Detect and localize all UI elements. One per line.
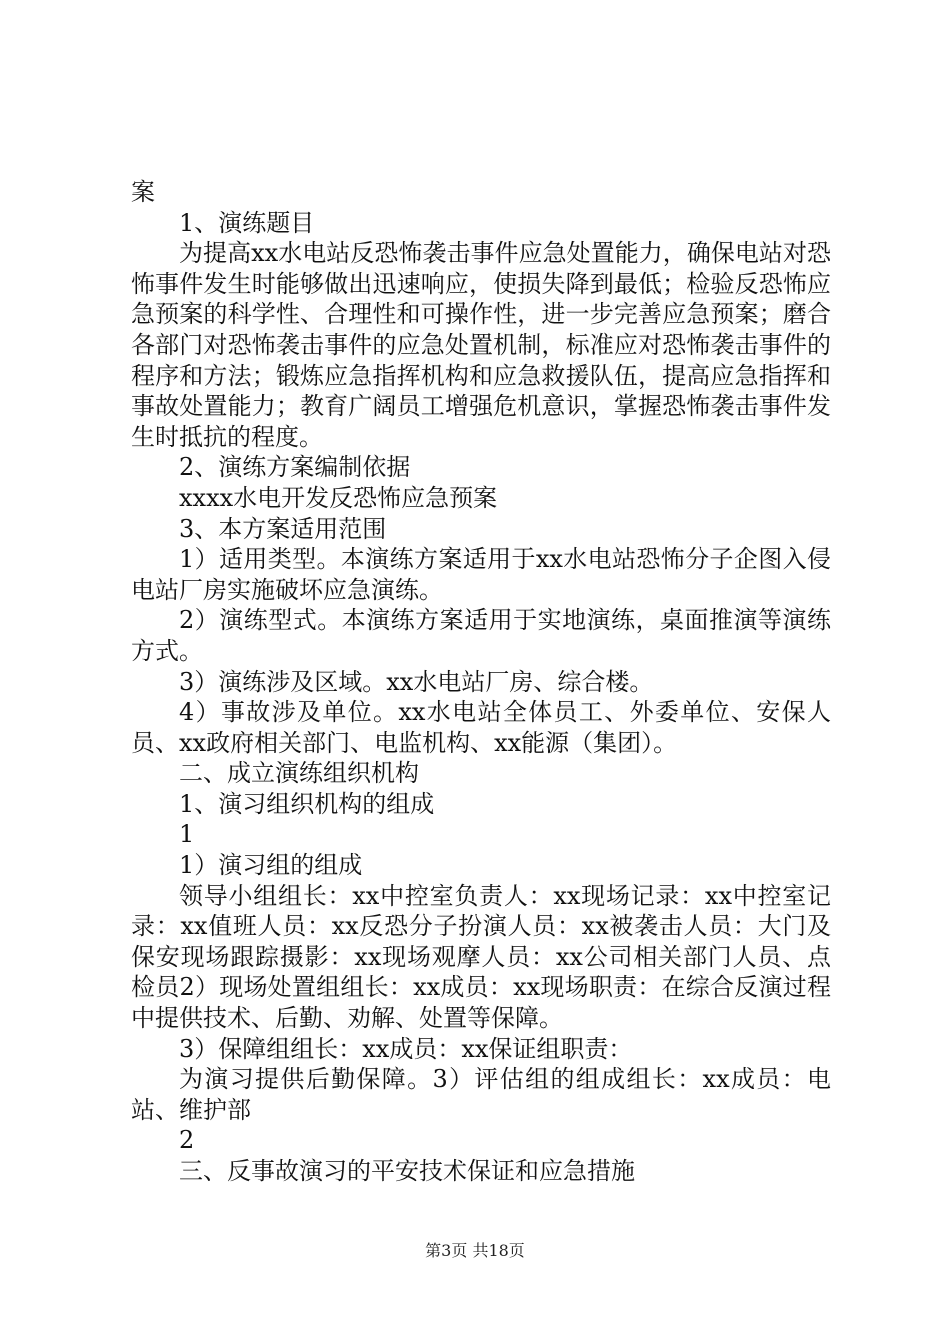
paragraph-group-members: 领导小组组长：xx中控室负责人：xx现场记录：xx中控室记录：xx值班人员：xx反恐分子扮演人员：xx被袭击人员：大门及保安现场跟踪摄影：xx现场观摩人员：xx公司相关部门人员、点检员2）现场处置组组长：xx成员：xx现场职责：在综合反演过程中提供技术、后勤、劝解、处置等保障。: [131, 881, 831, 1033]
paragraph-scope-form: 2）演练型式。本演练方案适用于实地演练，桌面推演等演练方式。: [131, 606, 831, 665]
paragraph-drill-purpose: 为提高xx水电站反恐怖袭击事件应急处置能力，确保电站对恐怖事件发生时能够做出迅速响应，使损失降到最低；检验反恐怖应急预案的科学性、合理性和可操作性，进一步完善应急预案；磨合各部门对恐怖袭击事件的应急处置机制，标准应对恐怖袭击事件的程序和方法；锻炼应急指挥机构和应急救援队伍，提高应急指挥和事故处置能力；教育广阔员工增强危机意识，掌握恐怖袭击事件发生时抵抗的程度。: [131, 239, 831, 451]
paragraph-evaluation-group: 为演习提供后勤保障。3）评估组的组成组长：xx成员：电站、维护部: [131, 1065, 831, 1124]
heading-drill-group: 1）演习组的组成: [179, 851, 363, 880]
heading-drill-topic: 1、演练题目: [179, 208, 315, 237]
heading-safety-measures: 三、反事故演习的平安技术保证和应急措施: [179, 1157, 635, 1185]
paragraph-scope-units: 4）事故涉及单位。xx水电站全体员工、外委单位、安保人员、xx政府相关部门、电监机构、xx能源（集团）。: [131, 698, 831, 757]
paragraph-support-group: 3）保障组组长：xx成员：xx保证组职责：: [179, 1034, 633, 1063]
page-footer: 第3页 共18页: [425, 1241, 525, 1260]
heading-compilation-basis: 2、演练方案编制依据: [179, 453, 411, 482]
paragraph-basis-plan: xxxx水电开发反恐怖应急预案: [179, 483, 498, 512]
paragraph-scope-type: 1）适用类型。本演练方案适用于xx水电站恐怖分子企图入侵电站厂房实施破坏应急演练。: [131, 545, 831, 604]
page-number-marker-1: 1: [179, 820, 195, 849]
heading-organization-composition: 1、演习组织机构的组成: [179, 789, 435, 818]
heading-organization: 二、成立演练组织机构: [179, 759, 419, 788]
paragraph-scope-area: 3）演练涉及区域。xx水电站厂房、综合楼。: [179, 667, 654, 696]
page-number-marker-2: 2: [179, 1126, 195, 1155]
paragraph-continuation: 案: [131, 178, 155, 206]
document-body: [131, 177, 831, 1187]
heading-scope: 3、本方案适用范围: [179, 514, 387, 543]
